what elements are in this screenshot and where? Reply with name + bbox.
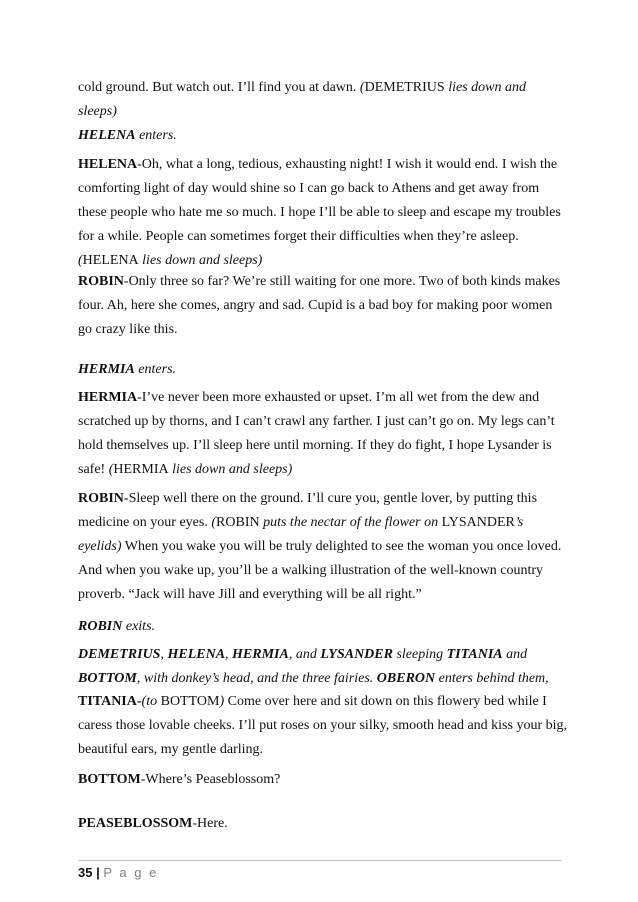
paragraph-helena (78, 153, 568, 273)
stage-direction: and (502, 647, 528, 662)
dialogue-text: -Oh, what a long, tedious, exhausting night! I wish it would end. I wish the comforting light of day would shine so I can go back to Athens and get away from these people who hate me so much. I hope I’ll be able to sleep and escape my troubles for a while. People can sometimes forget their difficulties when they’re asleep. (78, 157, 561, 244)
character-name: DEMETRIUS (78, 647, 161, 662)
character-name: HELENA (78, 128, 136, 143)
paragraph-robin-2 (78, 487, 568, 607)
stage-direction-hermia-enters (78, 358, 568, 382)
stage-direction: enters. (134, 362, 177, 377)
speaker-name: PEASEBLOSSOM (78, 816, 193, 831)
dialogue-text: -Here. (192, 816, 228, 831)
page-number: 35 (78, 865, 93, 880)
speaker-name: BOTTOM (78, 772, 141, 787)
page-label: P a g e (103, 865, 159, 880)
paren-close: ) (219, 694, 225, 709)
character-name: HERMIA (78, 362, 135, 377)
character-name: HERMIA (113, 462, 169, 477)
character-name: ROBIN (78, 619, 123, 634)
stage-direction: , (225, 647, 233, 662)
character-name: DEMETRIUS (364, 80, 445, 95)
paren-open: ( (359, 80, 365, 95)
stage-direction: (to (141, 694, 161, 709)
character-name: LYSANDER (441, 515, 515, 530)
paren-open: ( (78, 253, 83, 268)
stage-direction: lies down and sleeps) (168, 462, 293, 477)
paren-open: ( (211, 515, 217, 530)
stage-direction-scene (78, 643, 568, 691)
stage-direction: ’s eyelids) (78, 515, 524, 554)
speaker-dash: - (136, 694, 142, 709)
character-name: BOTTOM (78, 671, 137, 686)
character-name: OBERON (376, 671, 436, 686)
stage-direction-robin-exits (78, 615, 568, 639)
character-name: HELENA (82, 253, 139, 268)
dialogue-text: -Where’s Peaseblossom? (140, 772, 281, 787)
stage-direction: , (160, 647, 168, 662)
speaker-name: ROBIN (78, 491, 124, 506)
stage-direction: , with donkey’s head, and the three fairies. (136, 671, 377, 686)
page-separator: | (92, 865, 104, 880)
stage-direction: lies down and sleeps) (138, 253, 263, 268)
dialogue-text: -I’ve never been more exhausted or upset. I’m all wet from the dew and scratched up by thorns, and I can’t crawl any farther. I just can’t go on. My legs can’t hold themselves up. I’ll sleep here until morning. If they do fight, I hope Lysander is safe! (78, 390, 555, 477)
character-name: HELENA (167, 647, 226, 662)
character-name: LYSANDER (320, 647, 393, 662)
speaker-name: TITANIA (78, 694, 137, 709)
stage-direction: exits. (122, 619, 156, 634)
character-name: HERMIA (232, 647, 289, 662)
paragraph-robin-1 (78, 270, 568, 342)
stage-direction: enters behind them, (435, 671, 549, 686)
dialogue-text: When you wake you will be truly delighted to see the woman you once loved. And when you wake up, you’ll be a walking illustration of the well-known country proverb. “Jack will have Jill and everything will be all right.” (78, 539, 562, 602)
paragraph-hermia (78, 386, 568, 482)
stage-direction: sleeping (392, 647, 447, 662)
stage-direction: enters. (135, 128, 177, 143)
page-footer (78, 865, 158, 880)
character-name: BOTTOM (160, 694, 220, 709)
paragraph-peaseblossom (78, 812, 568, 836)
paragraph-bottom (78, 768, 568, 792)
speaker-name: HELENA (78, 157, 138, 172)
speaker-name: ROBIN (78, 274, 124, 289)
dialogue-text: Come over here and sit down on this flowery bed while I caress those lovable cheeks. I’ll put roses on your silky, smooth head and kiss your big, beautiful ears, my gentle darling. (78, 694, 568, 757)
paragraph-titania (78, 690, 568, 762)
stage-direction: , and (288, 647, 321, 662)
stage-direction-helena-enters (78, 124, 568, 148)
dialogue-text: -Only three so far? We’re still waiting for one more. Two of both kinds makes four. Ah, here she comes, angry and sad. Cupid is a bad boy for making poor women go crazy like this. (78, 274, 561, 337)
character-name: TITANIA (446, 647, 503, 662)
stage-direction: lies down and sleeps) (78, 80, 526, 119)
character-name: ROBIN (216, 515, 260, 530)
paragraph-dialogue-end (78, 76, 568, 124)
dialogue-text: -Sleep well there on the ground. I’ll cure you, gentle lover, by putting this medicine on your eyes. (78, 491, 538, 530)
stage-direction: puts the nectar of the flower on (259, 515, 442, 530)
dialogue-text: cold ground. But watch out. I’ll find you at dawn. (78, 80, 360, 95)
footer-divider (78, 860, 562, 861)
speaker-name: HERMIA (78, 390, 138, 405)
paren-open: ( (108, 462, 114, 477)
